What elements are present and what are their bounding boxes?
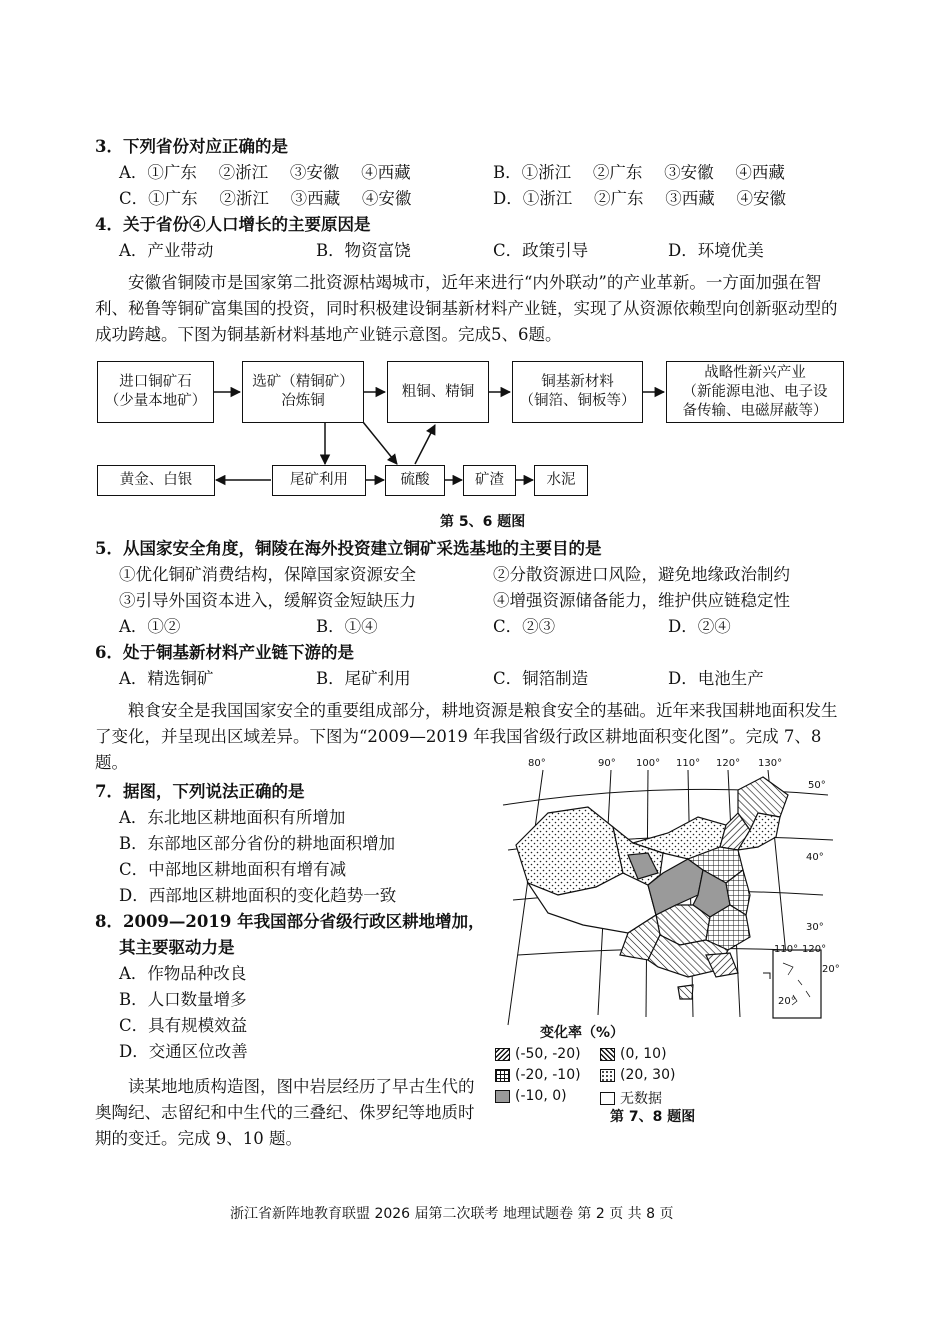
- map-lon-100: 100°: [636, 758, 661, 769]
- map-inset-lat-20: 20°: [822, 964, 840, 975]
- legend-label-0-10: (0, 10): [620, 1046, 667, 1062]
- q7-option-d: D．西部地区耕地面积的变化趋势一致: [119, 886, 397, 905]
- q3-option-d: D．①浙江 ②广东 ③西藏 ④安徽: [493, 189, 786, 208]
- q8-stem-line1: 8．2009—2019 年我国部分省级行政区耕地增加，: [95, 912, 485, 931]
- legend-swatch-grid: [495, 1069, 510, 1082]
- flow-box-smelting: 选矿（精铜矿） 冶炼铜: [242, 361, 364, 423]
- legend-swatch-blank: [600, 1092, 615, 1105]
- flow-box-tailings: 尾矿利用: [272, 465, 366, 496]
- q8-option-b: B．人口数量增多: [119, 990, 247, 1009]
- q8-option-a: A．作物品种改良: [119, 964, 247, 983]
- q5-option-d: D．②④: [668, 617, 731, 636]
- legend-item-0-10: [600, 1046, 667, 1062]
- q5-item-3: ③引导外国资本进入，缓解资金短缺压力: [119, 591, 416, 610]
- q5-option-c: C．②③: [493, 617, 556, 636]
- map-lat-40: 40°: [806, 852, 824, 863]
- flow-box-gold-silver: 黄金、白银: [97, 465, 215, 496]
- q6-option-b: B．尾矿利用: [316, 669, 411, 688]
- flow-box-cement: 水泥: [534, 465, 588, 496]
- intro-5-6: 安徽省铜陵市是国家第二批资源枯竭城市，近年来进行“内外联动”的产业革新。一方面加强在智利、秘鲁等铜矿富集国的投资，同时积极建设铜基新材料产业链，实现了从资源依赖型向创新驱动型的成功跨越。下图为铜基新材料基地产业链示意图。完成5、6题。: [95, 273, 838, 344]
- map-lat-30: 30°: [806, 922, 824, 933]
- q8-option-c: C．具有规模效益: [119, 1016, 248, 1035]
- legend-swatch-gray: [495, 1090, 510, 1103]
- q5-stem: 5．从国家安全角度，铜陵在海外投资建立铜矿采选基地的主要目的是: [95, 539, 602, 558]
- q8-option-d: D．交通区位改善: [119, 1042, 248, 1061]
- map-lon-80: 80°: [528, 758, 546, 769]
- legend-item-20-30: [600, 1067, 675, 1083]
- intro-7-8: 粮食安全是我国国家安全的重要组成部分，耕地资源是粮食安全的基础。近年来我国耕地面积发生了变化，并呈现出区域差异。下图为“2009—2019 年我国省级行政区耕地面积变化图”。完成 7、8 题。: [95, 701, 838, 772]
- q4-option-d: D．环境优美: [668, 241, 764, 260]
- q5-item-2: ②分散资源进口风险，避免地缘政治制约: [493, 565, 790, 584]
- legend-label-20-30: (20, 30): [620, 1067, 676, 1083]
- map-lon-110: 110°: [676, 758, 701, 769]
- map-lat-50: 50°: [808, 780, 826, 791]
- legend-label-no-data: 无数据: [620, 1091, 662, 1107]
- map-inset-lon-120: 120°: [802, 944, 827, 955]
- flow-box-sulfuric-acid: 硫酸: [385, 465, 445, 496]
- legend-swatch-dots: [600, 1069, 615, 1082]
- flow-caption: 第 5、6 题图: [440, 514, 526, 530]
- flow-box-emerging-industry: 战略性新兴产业 （新能源电池、电子设 备传输、电磁屏蔽等）: [666, 361, 844, 423]
- q3-option-a: A．①广东 ②浙江 ③安徽 ④西藏: [119, 163, 411, 182]
- q4-stem: 4．关于省份④人口增长的主要原因是: [95, 215, 371, 234]
- map-caption: 第 7、8 题图: [610, 1109, 696, 1125]
- q7-option-b: B．东部地区部分省份的耕地面积增加: [119, 834, 396, 853]
- intro-9-10: 读某地地质构造图，图中岩层经历了早古生代的奥陶纪、志留纪和中生代的三叠纪、侏罗纪等地质时期的变迁。完成 9、10 题。: [95, 1077, 475, 1148]
- flow-box-slag: 矿渣: [463, 465, 516, 496]
- q5-item-4: ④增强资源储备能力，维护供应链稳定性: [493, 591, 790, 610]
- legend-label-neg10-0: (-10, 0): [515, 1088, 567, 1104]
- q7-option-c: C．中部地区耕地面积有增有减: [119, 860, 347, 879]
- flow-box-copper-material: 铜基新材料 （铜箔、铜板等）: [512, 361, 643, 423]
- legend-swatch-back-hatch: [495, 1048, 510, 1061]
- q8-stem-line2: 其主要驱动力是: [119, 938, 235, 957]
- q7-option-a: A．东北地区耕地面积有所增加: [119, 808, 346, 827]
- q3-stem: 3．下列省份对应正确的是: [95, 137, 288, 156]
- q4-option-b: B．物资富饶: [316, 241, 411, 260]
- map-inset-lon-110: 110°: [774, 944, 799, 955]
- q5-item-1: ①优化铜矿消费结构，保障国家资源安全: [119, 565, 416, 584]
- q7-stem: 7．据图，下列说法正确的是: [95, 782, 305, 801]
- map-lon-130: 130°: [758, 758, 783, 769]
- map-lat-20: 20°: [778, 996, 796, 1007]
- legend-item-no-data: [600, 1088, 662, 1108]
- q5-option-b: B．①④: [316, 617, 378, 636]
- map-lon-120: 120°: [716, 758, 741, 769]
- q5-option-a: A．①②: [119, 617, 181, 636]
- map-drawing: [488, 755, 843, 1037]
- q6-stem: 6．处于铜基新材料产业链下游的是: [95, 643, 354, 662]
- legend-item-neg10-0: [495, 1088, 567, 1104]
- map-lon-90: 90°: [598, 758, 616, 769]
- legend-swatch-diagonal-hatch: [600, 1048, 615, 1061]
- q6-option-a: A．精选铜矿: [119, 669, 214, 688]
- arrow-smelt-to-acid: [363, 422, 397, 464]
- page-footer: 浙江省新阵地教育联盟 2026 届第二次联考 地理试题卷 第 2 页 共 8 页: [230, 1206, 674, 1222]
- flow-box-copper: 粗铜、精铜: [387, 361, 489, 423]
- arrow-acid-to-copper: [415, 425, 435, 464]
- q3-option-b: B．①浙江 ②广东 ③安徽 ④西藏: [493, 163, 785, 182]
- legend-label-neg50-neg20: (-50, -20): [515, 1046, 581, 1062]
- map-legend-title: 变化率（%）: [540, 1025, 625, 1041]
- legend-label-neg20-neg10: (-20, -10): [515, 1067, 581, 1083]
- q4-option-c: C．政策引导: [493, 241, 589, 260]
- legend-item-neg20-neg10: [495, 1067, 581, 1083]
- q3-option-c: C．①广东 ②浙江 ③西藏 ④安徽: [119, 189, 412, 208]
- flow-box-import-ore: 进口铜矿石 （少量本地矿）: [97, 361, 214, 423]
- legend-item-neg50-neg20: [495, 1046, 581, 1062]
- q4-option-a: A．产业带动: [119, 241, 214, 260]
- q6-option-d: D．电池生产: [668, 669, 764, 688]
- q6-option-c: C．铜箔制造: [493, 669, 589, 688]
